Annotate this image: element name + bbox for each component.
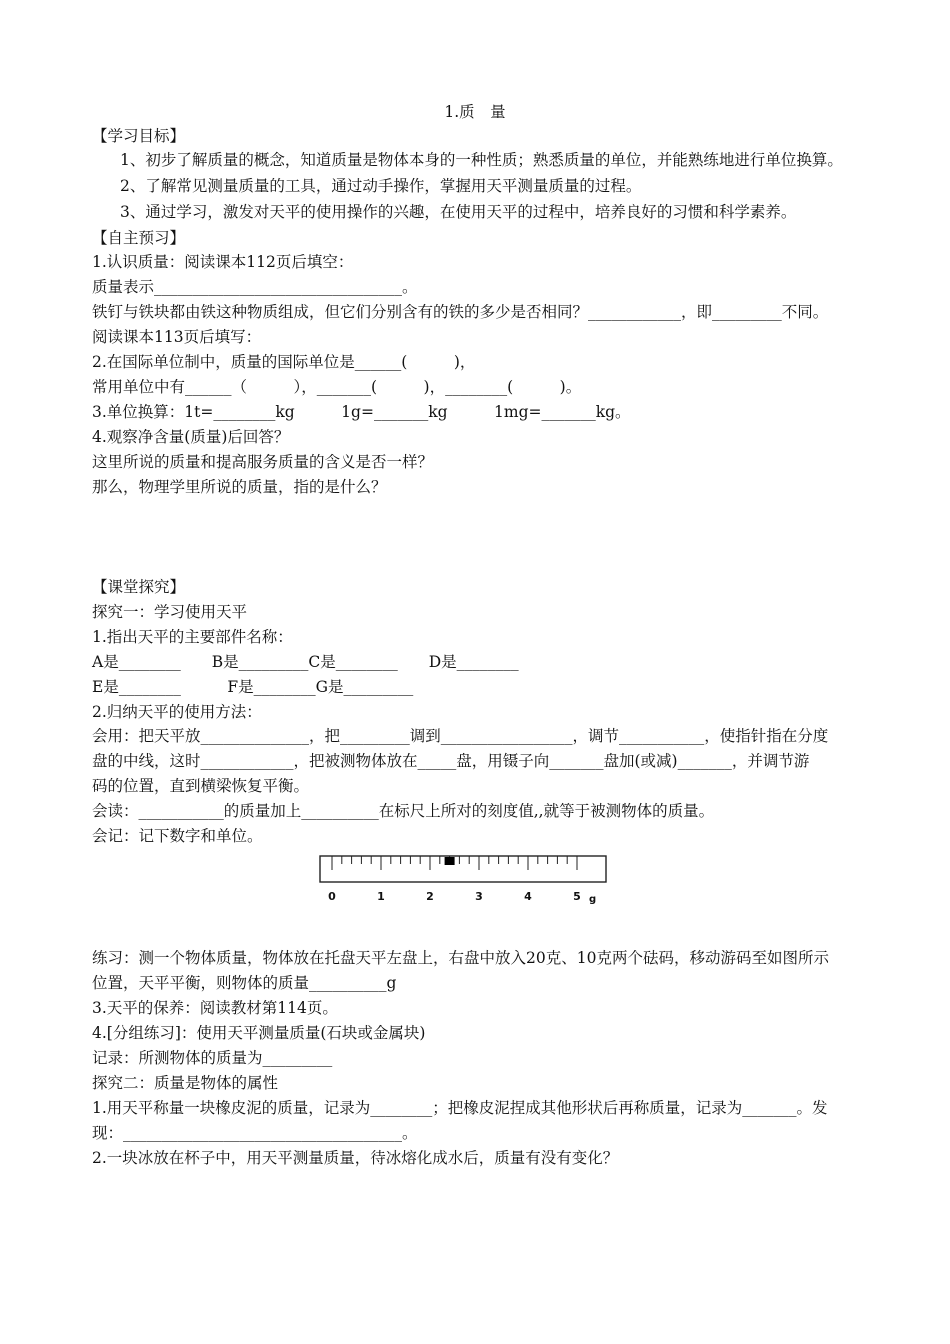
explore-line: E是________ F是________G是_________ bbox=[92, 678, 414, 696]
section-classroom-heading: 【课堂探究】 bbox=[92, 578, 186, 596]
preview-line: 4.观察净含量(质量)后回答？ bbox=[92, 428, 290, 446]
explore-line: 会读：___________的质量加上__________在标尺上所对的刻度值,,就等于被测物体的质量。 bbox=[92, 802, 715, 820]
unit-label: g bbox=[589, 894, 597, 905]
explore-line: A是________ B是_________C是________ D是________ bbox=[92, 653, 519, 671]
tick-label: 2 bbox=[426, 890, 434, 903]
preview-line: 这里所说的质量和提高服务质量的含义是否一样？ bbox=[92, 453, 434, 471]
explore-line: 探究一：学习使用天平 bbox=[92, 603, 248, 621]
preview-line: 2.在国际单位制中，质量的国际单位是______( )， bbox=[92, 353, 476, 371]
tick-label: 3 bbox=[475, 890, 483, 903]
rider-marker bbox=[445, 857, 455, 865]
balance-rider-scale bbox=[318, 852, 610, 907]
rider-scale-figure bbox=[318, 852, 610, 907]
explore-line: 码的位置，直到横梁恢复平衡。 bbox=[92, 777, 310, 795]
tick-label: 1 bbox=[377, 890, 385, 903]
page-title: 1.质 量 bbox=[444, 103, 506, 121]
goal-item: 1、初步了解质量的概念，知道质量是物体本身的一种性质；熟悉质量的单位，并能熟练地进行单位换算。 bbox=[120, 151, 843, 169]
preview-line: 3.单位换算：1t=________kg 1g=_______kg 1mg=_______kg。 bbox=[92, 403, 631, 421]
explore-line: 3.天平的保养：阅读教材第114页。 bbox=[92, 999, 338, 1017]
section-preview-heading: 【自主预习】 bbox=[92, 229, 186, 247]
explore-line: 现：____________________________________。 bbox=[92, 1124, 418, 1142]
preview-line: 常用单位中有______（ ），_______( )，________( )。 bbox=[92, 378, 582, 396]
explore-line: 记录：所测物体的质量为_________ bbox=[92, 1049, 333, 1067]
explore-line: 2.归纳天平的使用方法： bbox=[92, 703, 262, 721]
tick-label: 4 bbox=[524, 890, 532, 903]
scale-frame bbox=[320, 856, 606, 882]
section-goals-heading: 【学习目标】 bbox=[92, 127, 186, 145]
explore-line: 1.指出天平的主要部件名称： bbox=[92, 628, 293, 646]
preview-line: 那么，物理学里所说的质量，指的是什么？ bbox=[92, 478, 387, 496]
explore-line: 会用：把天平放______________，把_________调到_________________，调节___________，使指针指在分度 bbox=[92, 727, 829, 745]
tick-label: 5 bbox=[573, 890, 581, 903]
explore-line: 盘的中线，这时____________，把被测物体放在_____盘，用镊子向_______盘加(或减)_______，并调节游 bbox=[92, 752, 810, 770]
preview-line: 铁钉与铁块都由铁这种物质组成，但它们分别含有的铁的多少是否相同？____________，即_________不同。 bbox=[92, 303, 829, 321]
explore-line: 1.用天平称量一块橡皮泥的质量，记录为________；把橡皮泥捏成其他形状后再称质量，记录为_______。发 bbox=[92, 1099, 828, 1117]
explore-line: 2.一块冰放在杯子中，用天平测量质量，待冰熔化成水后，质量有没有变化？ bbox=[92, 1149, 619, 1167]
explore-line: 4.[分组练习]：使用天平测量质量(石块或金属块) bbox=[92, 1024, 426, 1042]
goal-item: 2、了解常见测量质量的工具，通过动手操作，掌握用天平测量质量的过程。 bbox=[120, 177, 642, 195]
explore-line: 练习：测一个物体质量，物体放在托盘天平左盘上，右盘中放入20克、10克两个砝码，移动游码至如图所示 bbox=[92, 949, 829, 967]
tick-label: 0 bbox=[328, 890, 336, 903]
explore-line: 探究二：质量是物体的属性 bbox=[92, 1074, 279, 1092]
goal-item: 3、通过学习，激发对天平的使用操作的兴趣，在使用天平的过程中，培养良好的习惯和科学素养。 bbox=[120, 203, 797, 221]
explore-line: 会记：记下数字和单位。 bbox=[92, 827, 263, 845]
preview-line: 1.认识质量：阅读课本112页后填空： bbox=[92, 253, 354, 271]
preview-line: 阅读课本113页后填写： bbox=[92, 328, 262, 346]
preview-line: 质量表示________________________________。 bbox=[92, 278, 418, 296]
explore-line: 位置，天平平衡，则物体的质量__________g bbox=[92, 974, 397, 992]
